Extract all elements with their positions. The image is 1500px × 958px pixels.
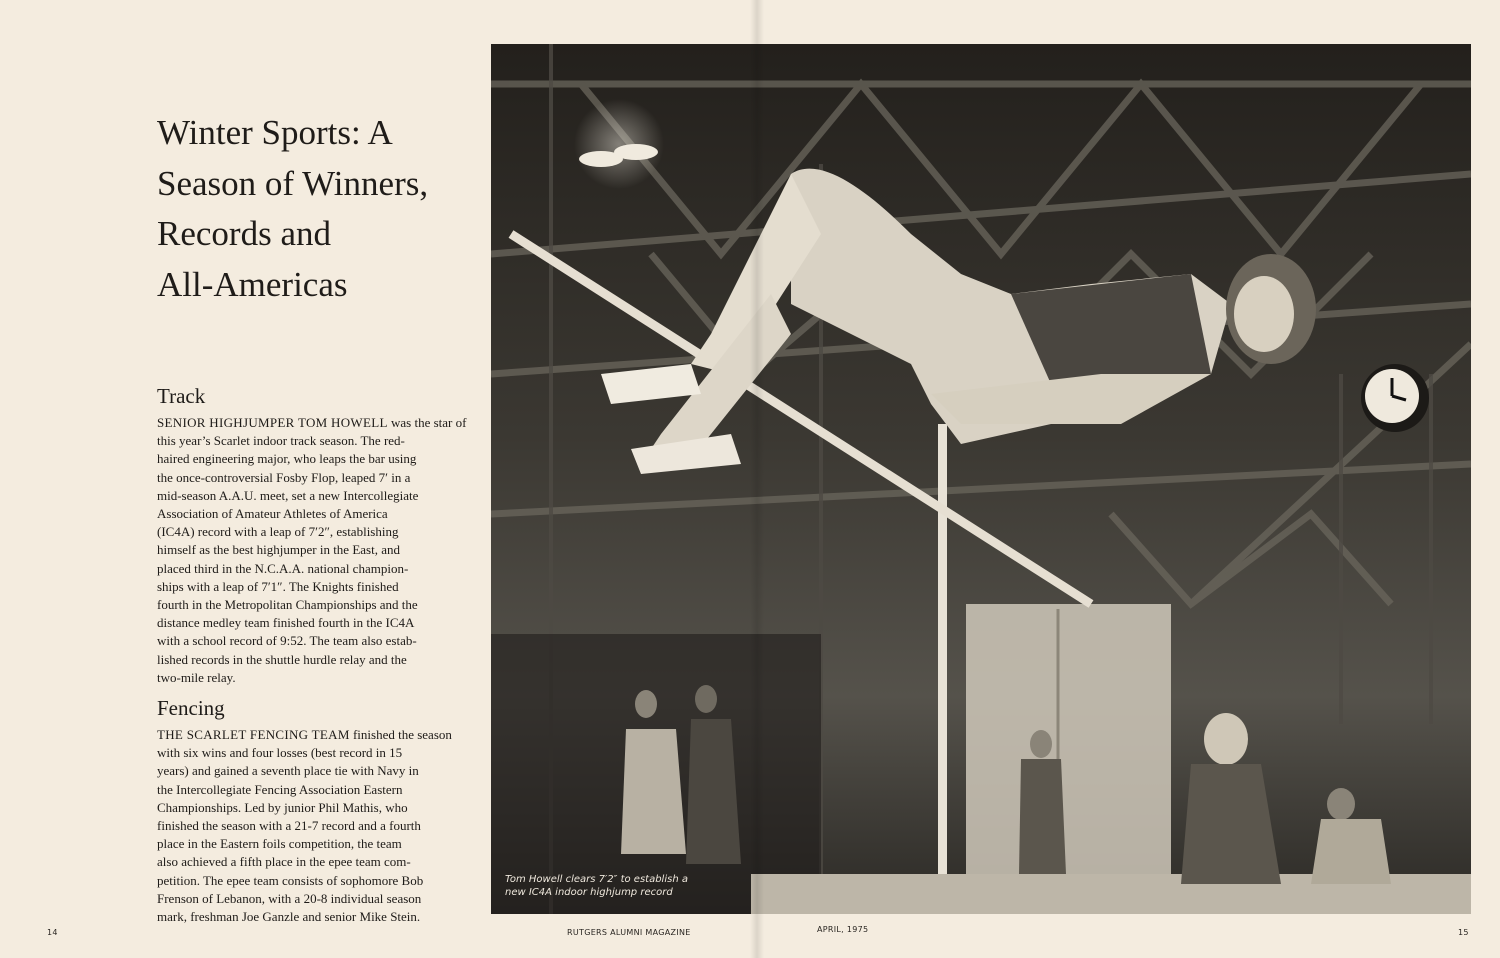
page-gutter [750,0,764,958]
right-page-number: 15 [1458,928,1469,937]
title-line: Season of Winners, [157,163,429,203]
background-door [966,604,1171,884]
caption-line: Tom Howell clears 7′2″ to establish a [505,874,688,885]
text-line: (IC4A) record with a leap of 7′2″, establishing [157,524,399,540]
text-line: placed third in the N.C.A.A. national champion- [157,560,409,576]
title-line: All-Americas [157,264,348,304]
fencing-lead: THE SCARLET FENCING TEAM [157,727,350,742]
article-title [157,108,487,310]
text-line: with six wins and four losses (best record in 15 [157,745,403,761]
title-line: Records and [157,214,331,253]
highjump-standard [938,424,947,874]
text-line: distance medley team finished fourth in the IC4A [157,615,415,631]
fencing-paragraph [157,726,475,926]
track-heading: Track [157,384,206,408]
text-line: himself as the best highjumper in the East, and [157,542,400,558]
text-line: finished the season with a 21-7 record and a fourth [157,818,421,834]
text-line: also achieved a fifth place in the epee team com- [157,854,411,870]
text-line: ships with a leap of 7′1″. The Knights finished [157,578,399,594]
caption-line: new IC4A indoor highjump record [505,886,673,898]
text-line: was the star of [387,415,467,430]
text-line: Championships. Led by junior Phil Mathis, who [157,799,408,815]
text-line: mark, freshman Joe Ganzle and senior Mike Stein. [157,909,421,925]
text-line: finished the season [349,727,452,742]
wall-clock-icon [1361,364,1429,432]
text-line: lished records in the shuttle hurdle relay and the [157,651,407,667]
text-line: mid-season A.A.U. meet, set a new Intercollegiate [157,487,419,503]
photo-illustration [491,44,1471,914]
left-page-number: 14 [47,928,58,937]
title-line: Winter Sports: A [157,113,393,152]
fencing-heading: Fencing [157,696,225,720]
text-line: place in the Eastern foils competition, the team [157,836,402,852]
text-line: Association of Amateur Athletes of America [157,506,388,522]
text-line: years) and gained a seventh place tie with Navy in [157,763,419,779]
text-line: petition. The epee team consists of sophomore Bob [157,872,424,888]
track-paragraph [157,414,475,687]
text-line: two-mile relay. [157,669,236,685]
text-line: Frenson of Lebanon, with a 20-8 individual season [157,890,422,906]
magazine-name: RUTGERS ALUMNI MAGAZINE [567,928,691,937]
text-line: the Intercollegiate Fencing Association Eastern [157,781,403,797]
text-line: haired engineering major, who leaps the bar using [157,451,417,467]
text-line: the once-controversial Fosby Flop, leaped 7′ in a [157,469,411,485]
photo-caption [505,874,745,899]
text-line: fourth in the Metropolitan Championships and the [157,597,418,613]
track-lead: SENIOR HIGHJUMPER TOM HOWELL [157,415,388,430]
text-line: this year’s Scarlet indoor track season. The red- [157,433,405,449]
issue-date: APRIL, 1975 [817,925,869,934]
text-line: with a school record of 9:52. The team also estab- [157,633,417,649]
highjump-photo [491,44,1471,914]
